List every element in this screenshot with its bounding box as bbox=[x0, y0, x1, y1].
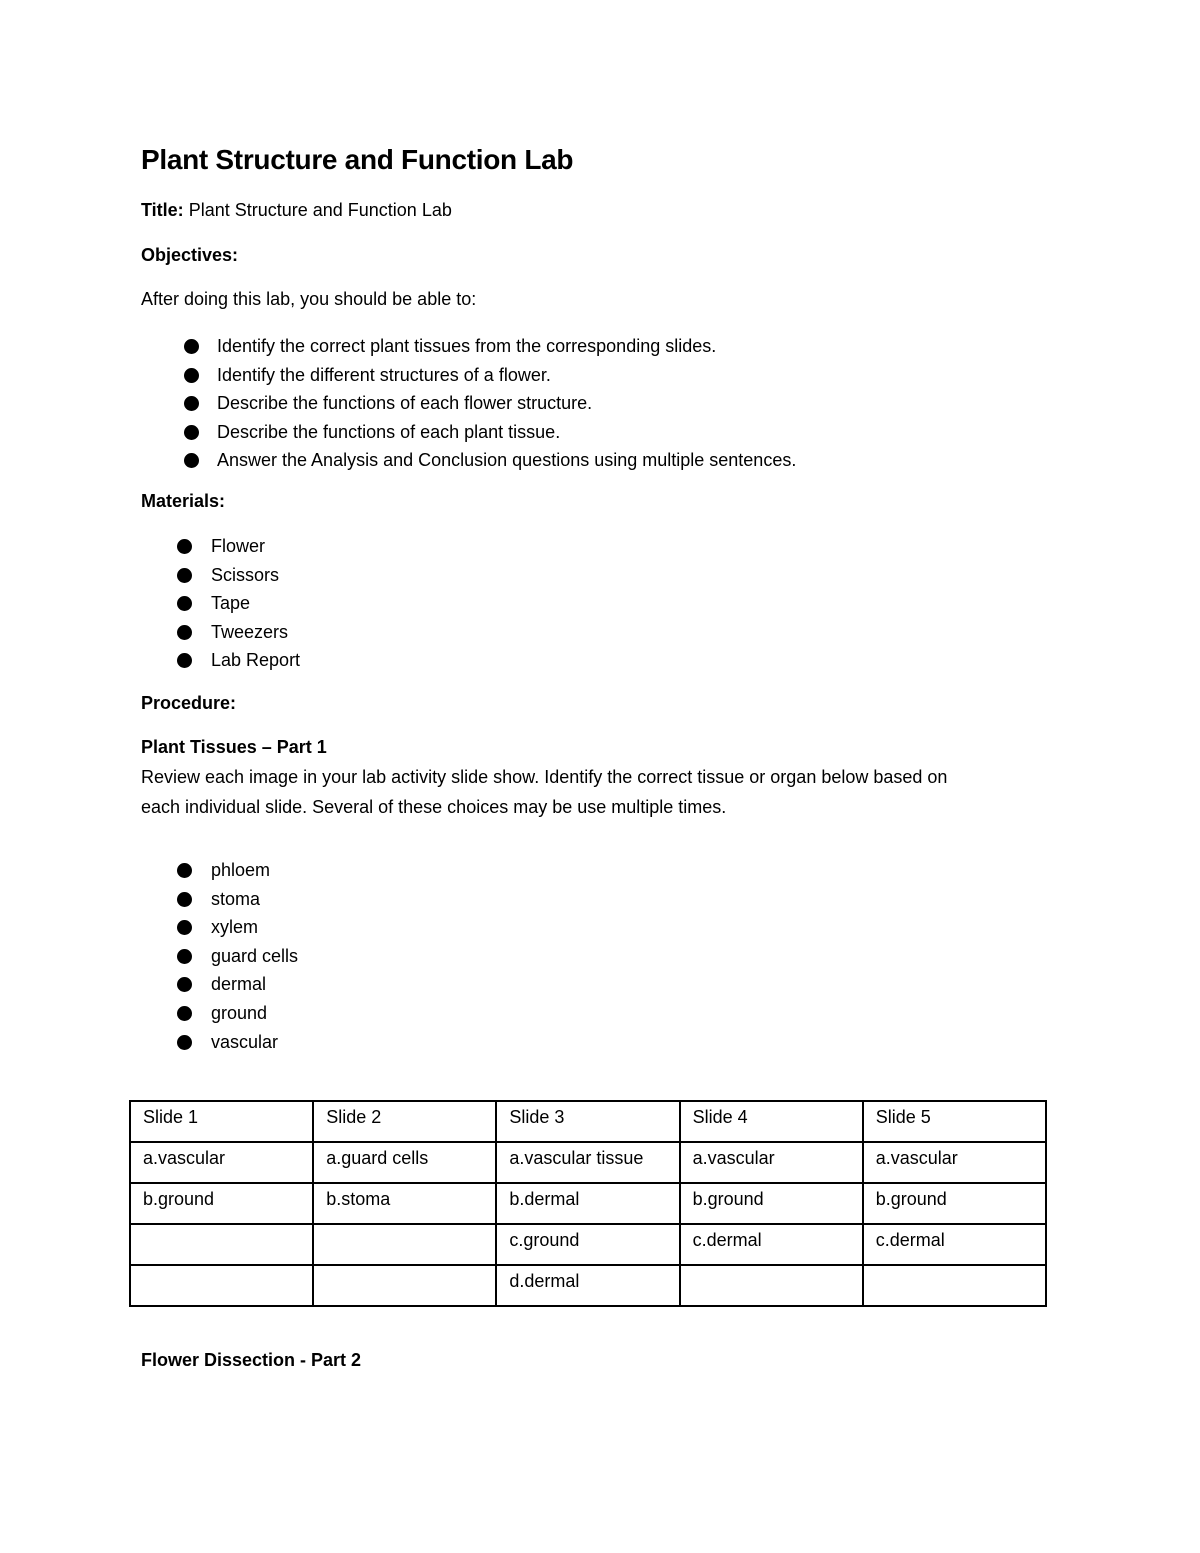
objectives-heading: Objectives: bbox=[141, 245, 239, 265]
tissue-choice-list bbox=[177, 856, 298, 1056]
bullet-icon bbox=[184, 396, 199, 411]
bullet-icon bbox=[177, 539, 192, 554]
objective-text: Identify the correct plant tissues from the corresponding slides. bbox=[217, 336, 717, 356]
table-header-cell: Slide 3 bbox=[496, 1101, 679, 1142]
table-cell bbox=[130, 1265, 313, 1306]
bullet-icon bbox=[184, 368, 199, 383]
table-cell: a.guard cells bbox=[313, 1142, 496, 1183]
tissue-choice-item bbox=[177, 856, 298, 885]
bullet-icon bbox=[177, 596, 192, 611]
material-text: Lab Report bbox=[211, 650, 301, 671]
tissue-choice-item bbox=[177, 942, 298, 971]
material-text: Tweezers bbox=[211, 621, 289, 642]
table-cell: c.dermal bbox=[680, 1224, 863, 1265]
bullet-icon bbox=[177, 920, 192, 935]
objective-item bbox=[184, 332, 796, 361]
bullet-icon bbox=[177, 892, 192, 907]
title-label: Title: bbox=[141, 200, 184, 220]
tissue-choice-text: stoma bbox=[211, 888, 261, 909]
table-cell: a.vascular bbox=[130, 1142, 313, 1183]
objective-item bbox=[184, 418, 796, 447]
table-cell: c.ground bbox=[496, 1224, 679, 1265]
tissue-choice-item bbox=[177, 999, 298, 1028]
table-cell bbox=[313, 1224, 496, 1265]
table-cell: a.vascular bbox=[863, 1142, 1046, 1183]
objective-item bbox=[184, 446, 796, 475]
bullet-icon bbox=[184, 453, 199, 468]
table-cell: b.ground bbox=[130, 1183, 313, 1224]
title-line bbox=[141, 200, 452, 221]
material-item bbox=[177, 646, 300, 675]
table-cell: d.dermal bbox=[496, 1265, 679, 1306]
bullet-icon bbox=[177, 568, 192, 583]
title-value: Plant Structure and Function Lab bbox=[188, 200, 452, 220]
bullet-icon bbox=[177, 1006, 192, 1021]
bullet-icon bbox=[177, 625, 192, 640]
table-cell: b.stoma bbox=[313, 1183, 496, 1224]
table-cell bbox=[313, 1265, 496, 1306]
table-row bbox=[130, 1265, 1046, 1306]
material-text: Tape bbox=[211, 593, 251, 614]
tissue-choice-text: phloem bbox=[211, 860, 271, 880]
material-item bbox=[177, 589, 300, 618]
table-cell bbox=[863, 1265, 1046, 1306]
material-text: Scissors bbox=[211, 564, 280, 585]
table-cell: a.vascular tissue bbox=[496, 1142, 679, 1183]
table-header-cell: Slide 1 bbox=[130, 1101, 313, 1142]
table-row bbox=[130, 1224, 1046, 1265]
tissue-choice-text: vascular bbox=[211, 1031, 279, 1052]
objectives-intro: After doing this lab, you should be able to: bbox=[141, 289, 477, 309]
materials-heading: Materials: bbox=[141, 491, 226, 511]
part1-heading: Plant Tissues – Part 1 bbox=[141, 737, 327, 757]
objective-text: Describe the functions of each plant tissue. bbox=[217, 421, 561, 442]
page-title: Plant Structure and Function Lab bbox=[141, 144, 574, 175]
table-header-row bbox=[130, 1101, 1046, 1142]
table-cell: b.ground bbox=[863, 1183, 1046, 1224]
tissue-choice-item bbox=[177, 885, 298, 914]
objective-item bbox=[184, 361, 796, 390]
table-header-cell: Slide 5 bbox=[863, 1101, 1046, 1142]
part2-heading: Flower Dissection - Part 2 bbox=[141, 1350, 362, 1370]
tissue-choice-text: xylem bbox=[211, 917, 259, 938]
bullet-icon bbox=[184, 339, 199, 354]
objective-item bbox=[184, 389, 796, 418]
table-cell: b.dermal bbox=[496, 1183, 679, 1224]
tissue-choice-text: dermal bbox=[211, 974, 267, 995]
part1-text-line2: each individual slide. Several of these choices may be use multiple times. bbox=[141, 797, 727, 817]
objective-text: Answer the Analysis and Conclusion questions using multiple sentences. bbox=[217, 450, 797, 471]
material-item bbox=[177, 532, 300, 561]
tissue-choice-item bbox=[177, 913, 298, 942]
tissue-choice-item bbox=[177, 1028, 298, 1057]
bullet-icon bbox=[177, 863, 192, 878]
objective-text: Describe the functions of each flower structure. bbox=[217, 393, 593, 414]
material-item bbox=[177, 561, 300, 590]
bullet-icon bbox=[177, 1035, 192, 1050]
table-cell bbox=[680, 1265, 863, 1306]
bullet-icon bbox=[177, 949, 192, 964]
table-header-cell: Slide 4 bbox=[680, 1101, 863, 1142]
material-item bbox=[177, 618, 300, 647]
bullet-icon bbox=[177, 977, 192, 992]
bullet-icon bbox=[177, 653, 192, 668]
part1-text-line1: Review each image in your lab activity slide show. Identify the correct tissue or organ below based on bbox=[141, 767, 948, 787]
table-cell bbox=[130, 1224, 313, 1265]
bullet-icon bbox=[184, 425, 199, 440]
procedure-heading: Procedure: bbox=[141, 693, 237, 713]
tissue-choice-text: guard cells bbox=[211, 945, 299, 966]
tissue-choice-text: ground bbox=[211, 1002, 268, 1023]
material-text: Flower bbox=[211, 536, 266, 556]
objectives-list bbox=[184, 332, 796, 475]
table-cell: c.dermal bbox=[863, 1224, 1046, 1265]
objective-text: Identify the different structures of a flower. bbox=[217, 364, 551, 385]
tissue-choice-item bbox=[177, 970, 298, 999]
table-row bbox=[130, 1183, 1046, 1224]
table-cell: a.vascular bbox=[680, 1142, 863, 1183]
table-row bbox=[130, 1142, 1046, 1183]
table-header-cell: Slide 2 bbox=[313, 1101, 496, 1142]
materials-list bbox=[177, 532, 300, 675]
table-cell: b.ground bbox=[680, 1183, 863, 1224]
slides-table bbox=[129, 1100, 1047, 1307]
